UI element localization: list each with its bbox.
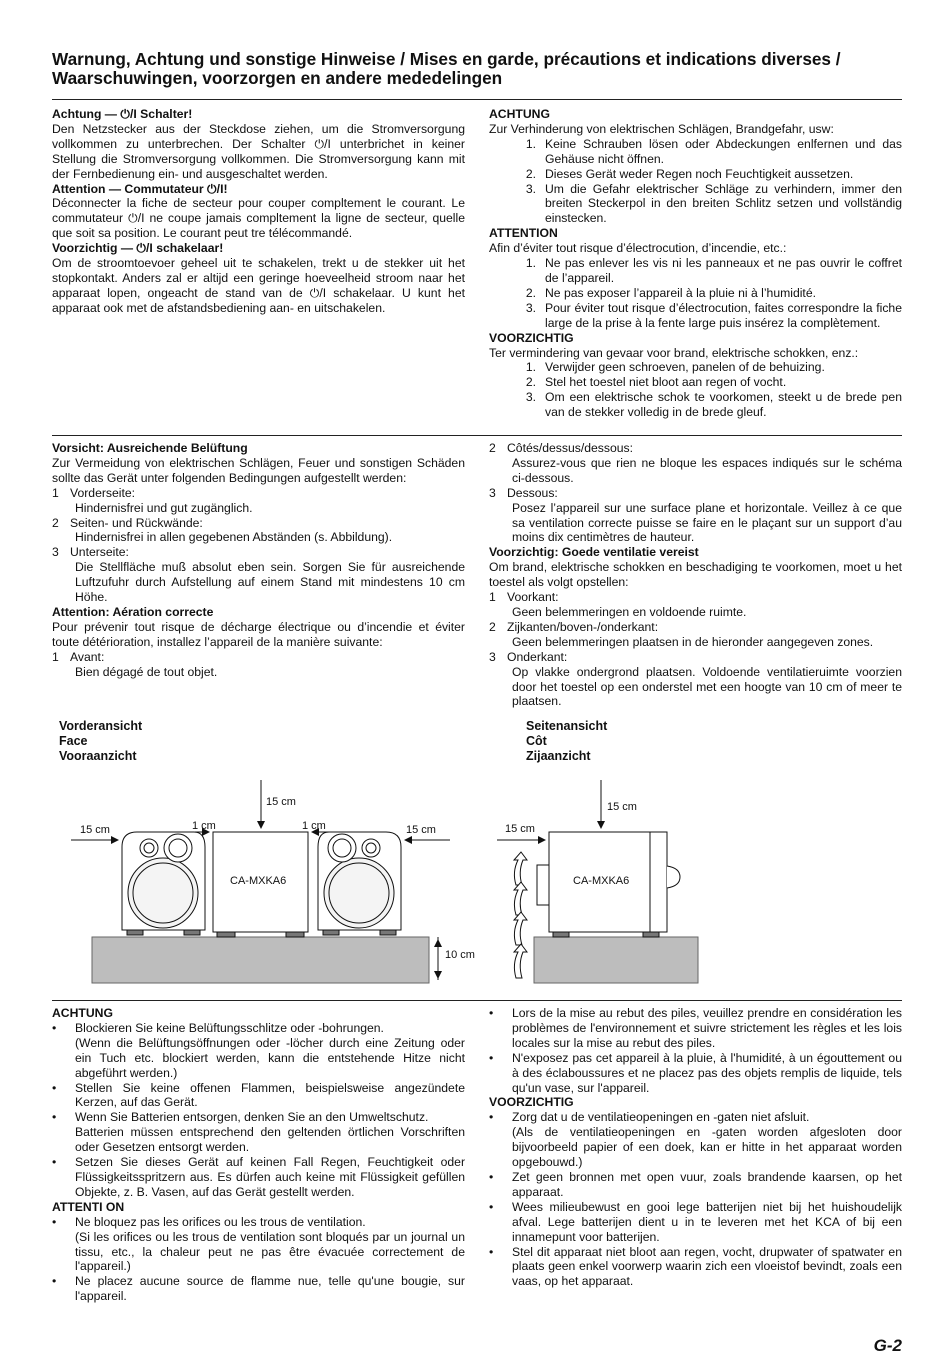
list-item-text: Op vlakke ondergrond plaatsen. Voldoende ventilatieruimte voorzien door het toestel op een onderstel met een hoogte van 10 cm of meer te plaatsen. <box>512 664 902 709</box>
bullet-text: Lors de la mise au rebut des piles, veuillez prendre en considération les problèmes de l'environnement et suivre strictement les règles et les lois locales sur la mise au rebut des piles. <box>512 1006 902 1050</box>
list-item <box>489 301 902 331</box>
heading-fr-switch: Attention — Commutateur ⏻/I! <box>52 181 228 196</box>
bullet-item <box>489 1006 902 1051</box>
dim-label-1cm-left: 1 cm <box>192 820 216 832</box>
section-ventilation-de-fr <box>52 441 465 680</box>
bullet-icon: • <box>52 1110 57 1125</box>
list-item <box>489 441 902 456</box>
list-item-number: 1 <box>52 649 59 664</box>
list-item-text: Ne pas exposer l’appareil à la pluie ni à l’humidité. <box>545 285 816 300</box>
section-electric-warning <box>489 107 902 420</box>
list-item-heading: Avant: <box>70 649 105 664</box>
list-nl-ventilatie <box>489 590 902 709</box>
list-item-text: Um die Gefahr elektrischer Schläge zu verhindern, immer den breiten Steckerpol in den breiten Schlitz setzen und vollständig einstecken. <box>545 181 902 226</box>
rule-middle <box>52 435 902 436</box>
list-de-achtung <box>489 137 902 226</box>
list-item-text: Verwijder geen schroeven, panelen of de behuizing. <box>545 360 825 375</box>
bullet-icon: • <box>52 1020 57 1035</box>
right-speaker <box>318 832 401 935</box>
side-view-labels <box>526 719 607 764</box>
heading-fr-attention: ATTENTION <box>489 226 558 241</box>
list-item-number: 2 <box>52 515 59 530</box>
bullet-text: Wenn Sie Batterien entsorgen, denken Sie an den Umweltschutz. <box>75 1110 429 1125</box>
list-fr-attention <box>489 256 902 331</box>
list-item-text: Hindernisfrei in allen gegebenen Abständen (s. Abbildung). <box>75 530 393 545</box>
bullets-fr-attention-cont <box>489 1006 902 1095</box>
bullet-item <box>52 1021 465 1036</box>
bullet-continuation: (Wenn die Belüftungsöffnungen oder -löcher durch eine Zeitung oder ein Tuch etc. blockiert werden, kann die entstehende Hitze nicht abgeführt werden.) <box>75 1035 465 1080</box>
bullet-icon: • <box>489 1169 494 1184</box>
dim-label-15cm-right: 15 cm <box>406 824 436 836</box>
heading-nl-switch: Voorzichtig — ⏻/I schakelaar! <box>52 241 224 256</box>
list-item-heading: Onderkant: <box>507 649 568 664</box>
list-item-text: Dieses Gerät weder Regen noch Feuchtigkeit aussetzen. <box>545 166 854 181</box>
list-item <box>489 650 902 665</box>
list-item-heading: Côtés/dessus/dessous: <box>507 441 634 455</box>
list-item <box>489 182 902 227</box>
bullet-item <box>52 1274 465 1304</box>
rule-top <box>52 99 902 100</box>
list-fr-aeration-cont <box>489 441 902 545</box>
bullet-text: Zet geen bronnen met open vuur, zoals brandende kaarsen, op het apparaat. <box>512 1169 902 1199</box>
list-item-number: 1. <box>525 256 536 271</box>
list-item-text: Om een elektrische schok te voorkomen, steekt u de brede pen van de stekker volledig in de brede gleuf. <box>545 390 902 420</box>
bullet-icon: • <box>52 1155 57 1170</box>
bullet-text: Stellen Sie keine offenen Flammen, beispielsweise angezündete Kerzen, auf das Gerät. <box>75 1080 465 1110</box>
front-view-labels <box>59 719 142 764</box>
bullet-item <box>489 1200 902 1245</box>
list-item <box>489 360 902 375</box>
dim-label-15cm-back: 15 cm <box>505 823 535 835</box>
list-item <box>489 590 902 605</box>
list-item-text: Hindernisfrei und gut zugänglich. <box>75 500 253 515</box>
bullet-text: Stel dit apparaat niet bloot aan regen, vocht, drupwater of spatwater en plaats geen enkel voorwerp waarin zich een vloeistof bevindt, zoals een vaas, op het apparaat. <box>512 1244 902 1289</box>
list-item-number: 3 <box>52 545 59 560</box>
list-item-number: 1 <box>489 590 496 605</box>
list-item-heading: Voorkant: <box>507 590 559 605</box>
bullet-item <box>52 1215 465 1230</box>
section-power-switch <box>52 107 465 316</box>
list-item <box>489 620 902 635</box>
bullet-continuation: (Als de ventilatieopeningen en -gaten worden afgesloten door bijvoorbeeld papier of een doek, kan er hitte in het apparaat worden opgebouwd.) <box>512 1125 902 1170</box>
list-de-ventilation <box>52 486 465 605</box>
list-item-number: 1. <box>525 360 536 375</box>
list-item-number: 2 <box>489 619 496 634</box>
list-item-text: Pour éviter tout risque d’électrocution, faites correspondre la fiche large de la prise à la fente large puis insérez la complètement. <box>545 300 902 330</box>
rule-bottom <box>52 1000 902 1001</box>
list-item-heading: Seiten- und Rückwände: <box>70 515 203 530</box>
list-item-number: 3. <box>525 300 536 315</box>
bullet-item <box>489 1110 902 1125</box>
bullet-text: Ne placez aucune source de flamme nue, telle qu'une bougie, sur l'appareil. <box>75 1274 465 1304</box>
bullet-item <box>52 1110 465 1125</box>
list-item-number: 2 <box>489 441 496 455</box>
list-item-number: 3. <box>525 181 536 196</box>
list-item <box>489 390 902 420</box>
list-item <box>489 375 902 390</box>
bullet-item <box>489 1051 902 1096</box>
bullet-icon: • <box>489 1110 494 1125</box>
list-item <box>52 545 465 560</box>
list-item-text: Posez l’appareil sur une surface plane et horizontale. Veillez à ce que sa ventilation correcte puisse se faire en le plaçant sur un support d’au moins dix centimètres de hauteur. <box>512 500 902 545</box>
list-item-text: Geen belemmeringen plaatsen in de hieronder aangegeven zones. <box>512 634 874 649</box>
bullet-item <box>52 1081 465 1111</box>
heading-de-switch: Achtung — ⏻/I Schalter! <box>52 107 193 121</box>
list-item-heading: Dessous: <box>507 485 558 500</box>
list-item-number: 3. <box>525 390 536 405</box>
airflow-arrows <box>514 852 527 978</box>
bullet-continuation: Batterien müssen entsprechend den geltenden örtlichen Vorschriften oder Gesetzen entsorgt werden. <box>75 1125 465 1155</box>
dim-label-15cm-top: 15 cm <box>266 796 296 808</box>
list-item-number: 3 <box>489 649 496 664</box>
bullets-de-achtung <box>52 1021 465 1200</box>
dim-label-10cm: 10 cm <box>445 949 475 961</box>
heading-fr-attention-2: ATTENTI ON <box>52 1199 125 1214</box>
list-item-text: Bien dégagé de tout objet. <box>75 664 218 679</box>
heading-fr-aeration: Attention: Aération correcte <box>52 604 214 619</box>
heading-de-achtung-2: ACHTUNG <box>52 1006 113 1020</box>
heading-nl-ventilatie: Voorzichtig: Goede ventilatie vereist <box>489 545 699 560</box>
bullet-item <box>489 1245 902 1290</box>
list-item <box>489 256 902 286</box>
bullet-item <box>489 1170 902 1200</box>
dim-label-15cm-top-side: 15 cm <box>607 801 637 813</box>
intro-de-achtung: Zur Verhinderung von elektrischen Schlägen, Brandgefahr, usw: <box>489 121 834 136</box>
list-item <box>489 286 902 301</box>
list-item-text: Stel het toestel niet bloot aan regen of vocht. <box>545 375 787 390</box>
intro-nl-ventilatie: Om brand, elektrische schokken en beschadiging te voorkomen, moet u het toestel als volgt opstellen: <box>489 560 902 590</box>
list-item-heading: Unterseite: <box>70 545 129 560</box>
left-speaker <box>122 832 205 935</box>
list-item-text: Die Stellfläche muß absolut eben sein. Sorgen Sie für ausreichende Luftzufuhr durch Aufstellung auf einem Stand mit mindestens 10 cm Höhe. <box>75 560 465 605</box>
front-view-label-nl: Vooraanzicht <box>59 749 137 763</box>
bullet-text: Zorg dat u de ventilatieopeningen en -gaten niet afsluit. <box>512 1110 810 1125</box>
list-item-text: Ne pas enlever les vis ni les panneaux et ne pas ouvrir le coffret de l’appareil. <box>545 256 902 285</box>
intro-fr-attention: Afin d’éviter tout risque d’électrocution, d’incendie, etc.: <box>489 241 787 256</box>
list-item-number: 1. <box>525 136 536 151</box>
text-de-switch: Den Netzstecker aus der Steckdose ziehen, um die Stromversorgung vollkommen zu unterbrechen. Der Schalter ⏻/I unterbrichet in keiner Stellung die Stromversorgung vollkommen. Die Stromversorgung kann mit der Fernbedienung ein- und ausgeschaltet werden. <box>52 121 465 181</box>
bullet-continuation: (Si les orifices ou les trous de ventilation sont bloqués par un journal un tissu, etc., la chaleur peut ne pas être évacuée correctement de l'appareil.) <box>75 1229 465 1274</box>
page-number: G-2 <box>873 1336 902 1355</box>
bullet-icon: • <box>489 1006 494 1020</box>
bullets-nl-voorzichtig <box>489 1110 902 1289</box>
intro-nl-voorzichtig: Ter vermindering van gevaar voor brand, elektrische schokken, enz.: <box>489 345 859 360</box>
list-item-number: 1 <box>52 485 59 500</box>
section-safety-de-fr <box>52 1006 465 1304</box>
model-label-side: CA-MXKA6 <box>573 875 630 887</box>
list-item <box>489 167 902 182</box>
heading-nl-voorzichtig-2: VOORZICHTIG <box>489 1095 574 1110</box>
list-item-text: Keine Schrauben lösen oder Abdeckungen enlfernen und das Gehäuse nicht öffnen. <box>545 136 902 166</box>
list-item-number: 2. <box>525 375 536 390</box>
bullet-text: Setzen Sie dieses Gerät auf keinen Fall Regen, Feuchtigkeit oder Flüssigkeitsspritzern aus. Es dürfen auch keine mit Flüssigkeit gefüllen Objekte, z. B. Vasen, auf das Gerät gestellt werden. <box>75 1155 465 1199</box>
heading-de-achtung: ACHTUNG <box>489 107 550 121</box>
list-fr-aeration <box>52 650 465 680</box>
bullet-text: Wees milieubewust en gooi lege batterijen niet bij het huishoudelijk afval. Lege batterijen dient u in te leveren met het KCA of bij een innamepunt voor batterijen. <box>512 1199 902 1244</box>
list-item <box>52 486 465 501</box>
list-item-number: 2. <box>525 166 536 181</box>
list-item <box>52 650 465 665</box>
list-item-number: 3 <box>489 485 496 500</box>
side-view-label-nl: Zijaanzicht <box>526 749 591 763</box>
heading-nl-voorzichtig: VOORZICHTIG <box>489 330 574 345</box>
list-item-heading: Vorderseite: <box>70 485 136 500</box>
bullet-icon: • <box>52 1214 57 1229</box>
bullet-icon: • <box>52 1274 57 1289</box>
list-nl-voorzichtig <box>489 360 902 420</box>
list-item-text: Assurez-vous que rien ne bloque les espaces indiqués sur le schéma ci-dessous. <box>512 455 902 485</box>
bullet-icon: • <box>489 1050 494 1065</box>
text-nl-switch: Om de stroomtoevoer geheel uit te schakelen, trekt u de stekker uit het stopkontakt. Anders zal er altijd een geringe hoeveelheid stroom naar het apparaat lopen, ongeacht de stand van de ⏻/I schakelaar. U kunt het apparaat ook met de afstandsbediening aan- en uitschakelen. <box>52 256 465 315</box>
side-view-label-de: Seitenansicht <box>526 719 608 733</box>
ventilation-diagram <box>0 770 950 990</box>
list-item <box>52 516 465 531</box>
intro-fr-aeration: Pour prévenir tout risque de décharge électrique ou d’incendie et éviter toute détérioration, installez l’appareil de la manière suivante: <box>52 619 465 649</box>
text-fr-switch: Déconnecter la fiche de secteur pour couper compltement le courant. Le commutateur ⏻/I ne coupe jamais compltement la ligne de secteur, quelle que soit sa position. Le courant peut tre télécommandé. <box>52 196 465 241</box>
list-item <box>489 137 902 167</box>
list-item <box>489 486 902 501</box>
list-item-heading: Zijkanten/boven-/onderkant: <box>507 619 659 634</box>
bullet-icon: • <box>52 1080 57 1095</box>
bullet-text: Ne bloquez pas les orifices ou les trous de ventilation. <box>75 1214 366 1229</box>
list-item-number: 2. <box>525 285 536 300</box>
list-item-text: Geen belemmeringen en voldoende ruimte. <box>512 604 747 619</box>
side-stand <box>534 937 698 983</box>
dim-label-1cm-right: 1 cm <box>302 820 326 832</box>
bullet-icon: • <box>489 1244 494 1259</box>
heading-de-ventilation: Vorsicht: Ausreichende Belüftung <box>52 441 248 455</box>
bullet-item <box>52 1155 465 1200</box>
section-ventilation-fr-nl <box>489 441 902 709</box>
dim-label-15cm-left: 15 cm <box>80 824 110 836</box>
front-stand <box>92 937 429 983</box>
side-view-label-fr: Côt <box>526 734 547 748</box>
bullets-fr-attention <box>52 1215 465 1304</box>
model-label-front: CA-MXKA6 <box>230 875 287 887</box>
bullet-text: Blockieren Sie keine Belüftungsschlitze oder -bohrungen. <box>75 1020 384 1035</box>
bullet-text: N'exposez pas cet appareil à la pluie, à l'humidité, à un égouttement ou à des éclaboussures et ne placez pas des objets remplis de liquide, tels qu'un vase, sur l'appareil. <box>512 1050 902 1095</box>
front-view-label-de: Vorderansicht <box>59 719 143 733</box>
front-view-label-fr: Face <box>59 734 88 748</box>
intro-de-ventilation: Zur Vermeidung von elektrischen Schlägen, Feuer und sonstigen Schäden sollte das Gerät unter folgenden Bedingungen aufgestellt werden: <box>52 455 465 485</box>
page-title: Warnung, Achtung und sonstige Hinweise / Mises en garde, précautions et indications diverses / Waarschuwingen, voorzorgen en andere mededelingen <box>52 49 841 88</box>
section-safety-fr-nl <box>489 1006 902 1289</box>
bullet-icon: • <box>489 1199 494 1214</box>
